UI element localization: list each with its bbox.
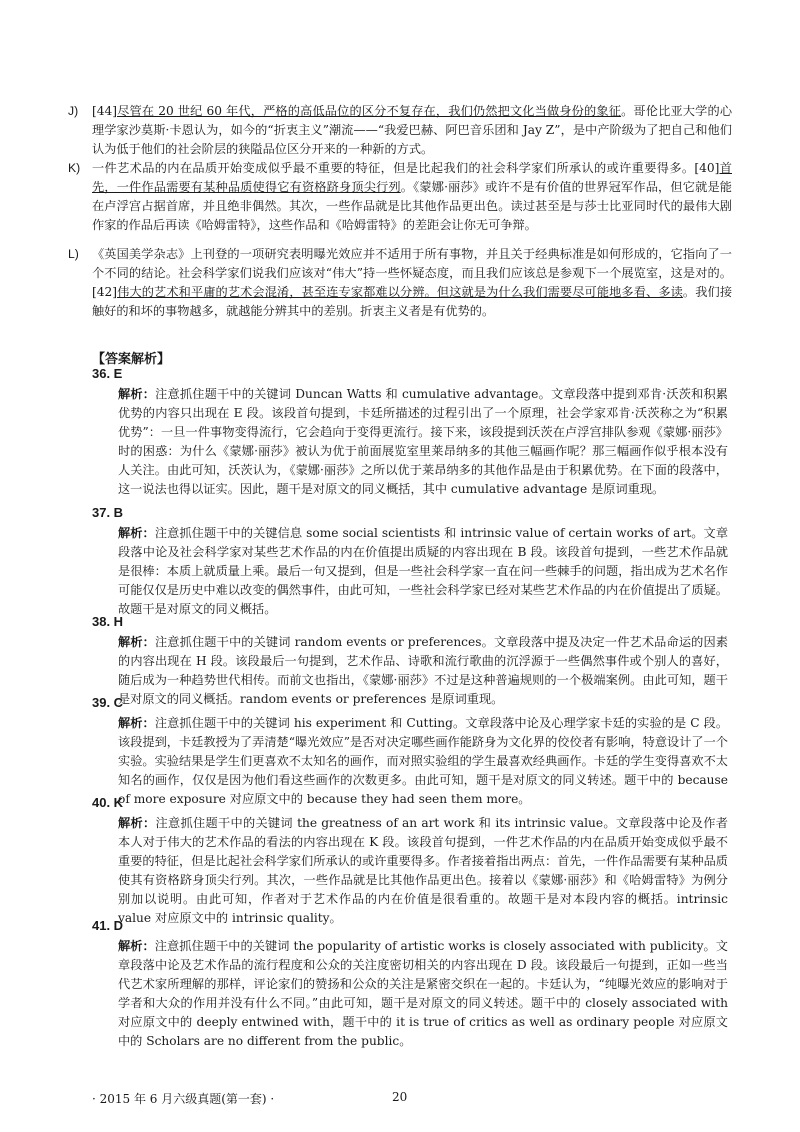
- explanation-text: 注意抓住题干中的关键词 the greatness of an art work 和 its intrinsic value。文章段落中论及作者本人对于伟大的艺术作品的看法的内容出现在 K 段。该段首句提到，一件艺术作品的内在品质开始变成似乎最不重要的特征，但是比起社会科学家们所承认的或许重要得多。作者接着指出两点：首先，一件作品需要有某种品质使其有资格跻身顶尖行列。其次，一些作品就是比其他作品更出色。接着以《蒙娜·丽莎》和《哈姆雷特》为例分别加以说明。由此可知，作者对于艺术作品的内在价值是很看重的。故题干是对本段内容的概括。intrinsic value 对应原文中的 intrinsic quality。: [118, 816, 728, 925]
- paragraph-label: J): [68, 104, 79, 118]
- paragraph-text: 。哥伦比亚大学的心理学家沙莫斯·卡恩认为，如今的“折衷主义”潮流——“我爱巴赫、阿巴音乐团和 Jay Z”，是中产阶级为了把自己和他们认为低于他们的社会阶层的狭隘品位区分开来的一种新的方式。: [92, 104, 733, 156]
- paragraph-k: [68, 159, 732, 235]
- answer-number: 37. B: [92, 505, 124, 520]
- explanation-tag: 解析：: [118, 939, 155, 953]
- explanation-tag: 解析：: [118, 816, 156, 830]
- explanation-text: 注意抓住题干中的关键词 Duncan Watts 和 cumulative advantage。文章段落中提到邓肯·沃茨和积累优势的内容只出现在 E 段。该段首句提到，卡廷所描述的过程引出了一个原理，社会学家邓肯·沃茨称之为“积累优势”：一旦一件事物变得流行，它会趋向于变得更流行。接下来，该段提到沃茨在卢浮宫排队参观《蒙娜·丽莎》时的困惑：为什么《蒙娜·丽莎》被认为优于前面展览室里莱昂纳多的其他三幅画作呢？那三幅画作似乎根本没有人关注。由此可知，沃茨认为，《蒙娜·丽莎》之所以优于莱昂纳多的其他作品是由于积累优势。在下面的段落中，这一说法也得以证实。因此，题干是对原文的同义概括，其中 cumulative advantage 是原词重现。: [118, 387, 728, 496]
- answer-number: 39. C: [92, 695, 124, 710]
- paragraph-text: 《英国美学杂志》上刊登的一项研究表明曝光效应并不适用于所有事物，并且关于经典标准是如何形成的，它指向了一个不同的结论。社会科学家们说我们应该对“伟大”持一些怀疑态度，而且我们应该总是参观下一个展览室，这是对的。[42]: [92, 247, 732, 299]
- answer-explanation: [118, 633, 728, 709]
- explanation-text: 注意抓住题干中的关键词 the popularity of artistic works is closely associated with publicity。文章段落中论及艺术作品的流行程度和公众的关注度密切相关的内容出现在 D 段。该段最后一句提到，正如一些当代艺术家所理解的那样，评论家们的赞扬和公众的关注是紧密交织在一起的。卡廷认为，“纯曝光效应的影响对于学者和大众的作用并没有什么不同。”由此可知，题干是对原文的同义转述。题干中的 closely associated with 对应原文中的 deeply entwined with，题干中的 it is true of critics as well as ordinary people 对应原文中的 Scholars are no different from the public。: [118, 939, 728, 1048]
- answer-number: 36. E: [92, 366, 123, 381]
- answer-explanation: [118, 714, 728, 809]
- answer-explanation: [118, 385, 728, 499]
- footer-source: · 2015 年 6 月六级真题(第一套) ·: [92, 1092, 275, 1106]
- explanation-text: 注意抓住题干中的关键词 random events or preferences。文章段落中提及决定一件艺术品命运的因素的内容出现在 H 段。该段最后一句提到，艺术作品、诗歌和流行歌曲的沉浮源于一些偶然事件或个别人的喜好，随后成为一种趋势世代相传。而前文也指出，《蒙娜·丽莎》不过是这种普遍规则的一个极端案例。由此可知，题干是对原文的同义概括。random events or preferences 是原词重现。: [118, 635, 728, 706]
- paragraph-j: [68, 102, 733, 159]
- answer-number: 41. D: [92, 918, 124, 933]
- explanation-tag: 解析：: [118, 387, 156, 401]
- underlined-text: 伟大的艺术和平庸的艺术会混淆，甚至连专家都难以分辨。但这就是为什么我们需要尽可能地多看、多读: [117, 285, 683, 299]
- paragraph-l: [68, 245, 733, 321]
- paragraph-text: 。我们接触好的和坏的事物越多，就越能分辨其中的差别。折衷主义者是有优势的。: [92, 285, 733, 318]
- underlined-text: 首先，一件作品需要有某种品质使得它有资格跻身顶尖行列: [92, 161, 732, 194]
- answer-explanation: [118, 937, 728, 1051]
- answer-number: 40. K: [92, 795, 124, 810]
- paragraph-label: L): [68, 247, 79, 261]
- explanation-tag: 解析：: [118, 635, 155, 649]
- answer-explanation: [118, 524, 728, 619]
- explanation-tag: 解析：: [118, 716, 155, 730]
- answer-explanation: [118, 814, 728, 928]
- explanation-tag: 解析：: [118, 526, 155, 540]
- explanation-text: 注意抓住题干中的关键词 his experiment 和 Cutting。文章段落中论及心理学家卡廷的实验的是 C 段。该段提到，卡廷教授为了弄清楚“曝光效应”是否对决定哪些画作能跻身为文化界的佼佼者有影响，特意设计了一个实验。实验结果是学生们更喜欢不太知名的画作，而对照实验组的学生最喜欢经典画作。卡廷的学生变得喜欢不太知名的画作，仅仅是因为他们看这些画作的次数更多。由此可知，题干是对原文的同义转述。题干中的 because of more exposure 对应原文中的 because they had seen them more。: [118, 716, 729, 806]
- underlined-text: 尽管在 20 世纪 60 年代，严格的高低品位的区分不复存在，我们仍然把文化当做身份的象征: [117, 104, 622, 118]
- explanation-text: 注意抓住题干中的关键信息 some social scientists 和 intrinsic value of certain works of art。文章段落中论及社会科学家对某些艺术作品的内在价值提出质疑的内容出现在 B 段。该段首句提到，一些艺术作品就是很棒：本质上就质量上乘。最后一句又提到，但是一些社会科学家一直在问一些棘手的问题，指出成为艺术名作可能仅仅是历史中难以改变的偶然事件，由此可知，一些社会科学家已经对某些艺术作品的内在价值提出了质疑。故题干是对原文的同义概括。: [118, 526, 729, 616]
- paragraph-text: [44]: [92, 104, 118, 118]
- answer-number: 38. H: [92, 614, 124, 629]
- paragraph-text: 。《蒙娜·丽莎》或许不是有价值的世界冠军作品，但它就是能在卢浮宫占据首席，并且绝非偶然。其次，一些作品就是比其他作品更出色。读过甚至是与莎士比亚同时代的最伟大剧作家的作品后再读《哈姆雷特》，这些作品和《哈姆雷特》的差距会让你无可争辩。: [92, 180, 732, 232]
- paragraph-label: K): [68, 161, 81, 175]
- page-number: 20: [392, 1090, 408, 1104]
- analysis-heading: 【答案解析】: [92, 352, 171, 367]
- paragraph-text: 一件艺术品的内在品质开始变成似乎最不重要的特征，但是比起我们的社会科学家们所承认的或许重要得多。[40]: [92, 161, 720, 175]
